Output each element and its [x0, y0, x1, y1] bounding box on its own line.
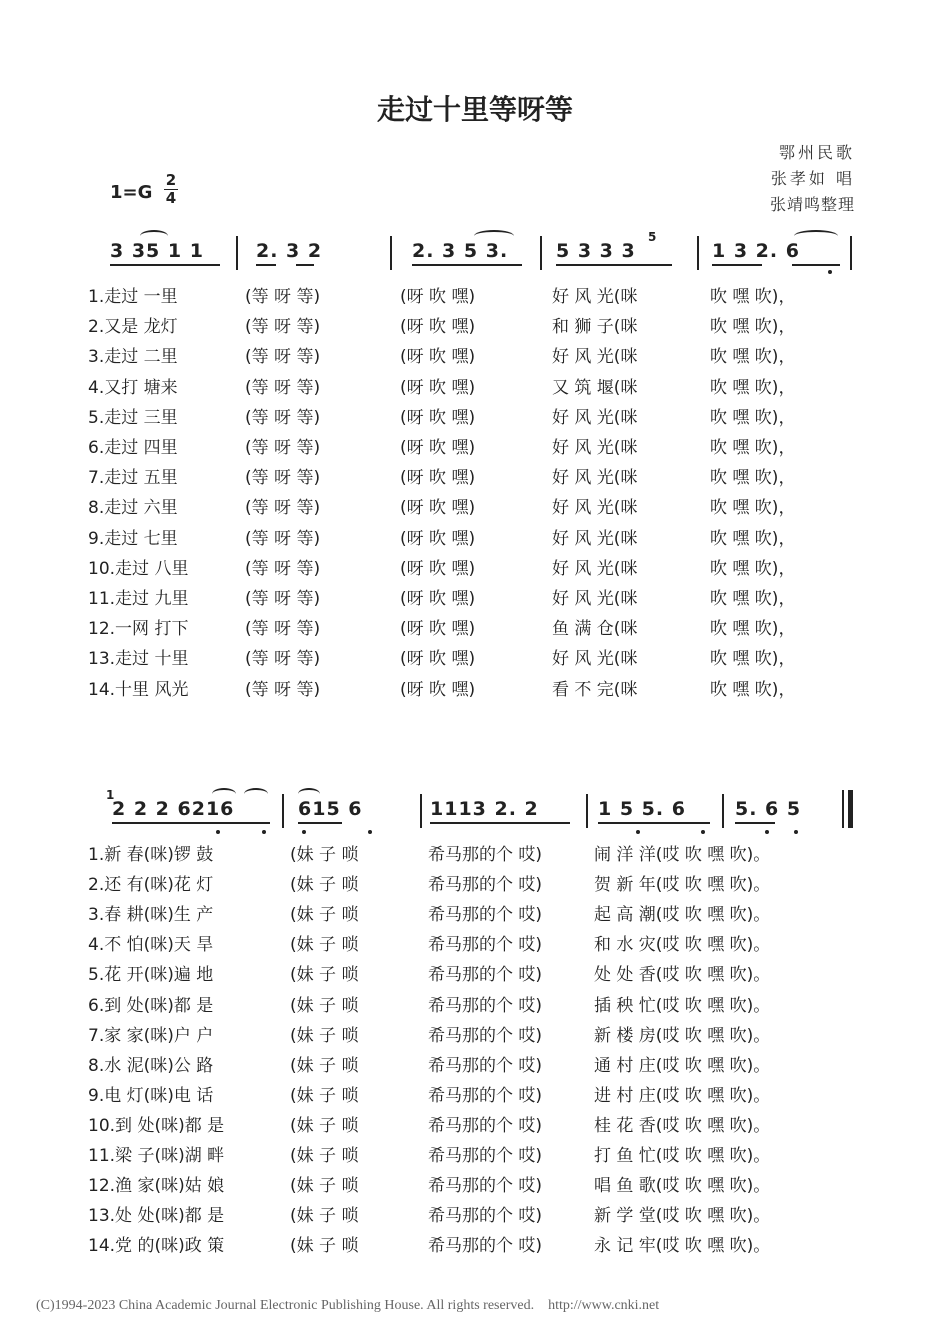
lyric-cell: 希马那的个 哎)	[428, 1236, 543, 1257]
underline	[298, 822, 342, 824]
lyric-cell: 好 风 光(咪	[552, 287, 638, 307]
lyric-cell: 希马那的个 哎)	[428, 905, 543, 926]
lyric-cell: (等 呀 等)	[245, 619, 321, 640]
lyric-cell: (呀 吹 嘿)	[400, 589, 476, 609]
lyric-cell: 希马那的个 哎)	[428, 965, 543, 986]
lyric-cell: 8.走过 六里	[88, 498, 178, 519]
lyric-cell: (妹 子 唢	[290, 1146, 359, 1166]
lyric-cell: 吹 嘿 吹)，	[710, 528, 796, 549]
credit-arranger: 张靖鸣整理	[769, 195, 855, 214]
lyric-cell: (等 呀 等)	[245, 528, 321, 549]
lyric-cell: 希马那的个 哎)	[428, 1206, 543, 1227]
underline	[430, 822, 570, 824]
lyric-cell: 进 村 庄(哎 吹 嘿 吹)。	[594, 1085, 771, 1106]
measure-1-1: 3 35 1 1	[110, 240, 204, 262]
barline	[540, 236, 542, 270]
low-octave-dot	[828, 270, 832, 274]
lyric-cell: (呀 吹 嘿)	[400, 679, 476, 700]
lyric-cell: 吹 嘿 吹)，	[710, 498, 796, 519]
underline	[296, 264, 314, 266]
lyric-cell: 新 学 堂(哎 吹 嘿 吹)。	[594, 1206, 771, 1227]
lyric-cell: 12.一网 打下	[88, 619, 189, 640]
lyric-cell: (妹 子 唢	[290, 995, 359, 1016]
lyric-cell: (妹 子 唢	[290, 845, 359, 865]
slur	[474, 230, 514, 242]
lyric-cell: 吹 嘿 吹)，	[710, 558, 796, 579]
lyric-cell: 9.走过 七里	[88, 528, 178, 549]
lyric-cell: 13.处 处(咪)都 是	[88, 1206, 225, 1227]
lyric-cell: 8.水 泥(咪)公 路	[88, 1055, 214, 1076]
lyric-cell: (呀 吹 嘿)	[400, 317, 476, 338]
lyric-cell: (妹 子 唢	[290, 1055, 359, 1076]
low-octave-dot	[302, 830, 306, 834]
lyric-cell: 9.电 灯(咪)电 话	[88, 1085, 214, 1106]
lyric-cell: 桂 花 香(哎 吹 嘿 吹)。	[594, 1115, 771, 1136]
underline	[735, 822, 775, 824]
lyric-cell: 贺 新 年(哎 吹 嘿 吹)。	[594, 875, 771, 896]
lyric-cell: 5.花 开(咪)遍 地	[88, 965, 214, 986]
lyric-cell: (妹 子 唢	[290, 935, 359, 956]
measure-2-2: 615 6	[298, 798, 363, 820]
lyric-cell: (呀 吹 嘿)	[400, 377, 476, 398]
lyric-cell: (等 呀 等)	[245, 558, 321, 579]
lyric-cell: 鱼 满 仓(咪	[552, 619, 638, 640]
low-octave-dot	[765, 830, 769, 834]
lyric-cell: (呀 吹 嘿)	[400, 287, 476, 307]
lyric-cell: 2.又是 龙灯	[88, 317, 178, 338]
underline	[110, 264, 220, 266]
lyric-cell: (等 呀 等)	[245, 468, 321, 489]
lyric-cell: 吹 嘿 吹)，	[710, 287, 796, 307]
lyric-cell: 5.走过 三里	[88, 407, 178, 428]
lyric-cell: 吹 嘿 吹)，	[710, 438, 796, 458]
lyric-cell: 和 狮 子(咪	[552, 317, 638, 338]
lyric-cell: 吹 嘿 吹)，	[710, 649, 796, 670]
lyric-cell: 希马那的个 哎)	[428, 1176, 543, 1197]
underline	[712, 264, 762, 266]
key-signature: 1=G	[110, 182, 153, 203]
lyric-cell: 14.十里 风光	[88, 679, 189, 700]
measure-2-5: 5. 6 5	[735, 798, 802, 820]
lyric-cell: 吹 嘿 吹)，	[710, 468, 796, 489]
measure-1-3: 2. 3 5 3.	[412, 240, 509, 262]
lyric-cell: 永 记 牢(哎 吹 嘿 吹)。	[594, 1236, 771, 1257]
lyric-cell: 好 风 光(咪	[552, 407, 638, 428]
low-octave-dot	[216, 830, 220, 834]
lyric-cell: 闹 洋 洋(哎 吹 嘿 吹)。	[594, 845, 771, 865]
lyric-cell: 3.春 耕(咪)生 产	[88, 905, 214, 926]
lyric-cell: 13.走过 十里	[88, 649, 189, 670]
lyric-cell: (呀 吹 嘿)	[400, 619, 476, 640]
measure-1-2: 2. 3 2	[256, 240, 323, 262]
credit-origin: 鄂州民歌	[778, 143, 855, 162]
lyric-cell: (妹 子 唢	[290, 1176, 359, 1197]
final-barline-thick	[848, 790, 853, 828]
lyric-cell: (妹 子 唢	[290, 1206, 359, 1227]
lyric-cell: (等 呀 等)	[245, 498, 321, 519]
lyric-cell: (等 呀 等)	[245, 317, 321, 338]
lyric-cell: (呀 吹 嘿)	[400, 438, 476, 458]
underline	[112, 822, 270, 824]
lyric-cell: 吹 嘿 吹)，	[710, 619, 796, 640]
lyric-cell: 好 风 光(咪	[552, 649, 638, 670]
lyric-cell: (呀 吹 嘿)	[400, 528, 476, 549]
barline	[236, 236, 238, 270]
slur	[298, 788, 320, 800]
lyric-cell: 希马那的个 哎)	[428, 1146, 543, 1166]
measure-1-4: 5 3 3 3	[556, 240, 636, 262]
low-octave-dot	[701, 830, 705, 834]
time-signature-bottom: 4	[165, 189, 177, 207]
lyric-cell: (等 呀 等)	[245, 438, 321, 458]
grace-note-1: 5	[648, 230, 657, 244]
underline	[556, 264, 672, 266]
lyric-cell: 希马那的个 哎)	[428, 935, 543, 956]
barline	[586, 794, 588, 828]
lyric-cell: 3.走过 二里	[88, 347, 178, 368]
lyric-cell: 吹 嘿 吹)，	[710, 407, 796, 428]
lyric-cell: (呀 吹 嘿)	[400, 498, 476, 519]
slur	[212, 788, 236, 800]
lyric-cell: 希马那的个 哎)	[428, 875, 543, 896]
lyric-cell: 12.渔 家(咪)姑 娘	[88, 1176, 225, 1197]
lyric-cell: (妹 子 唢	[290, 905, 359, 926]
lyric-cell: 6.到 处(咪)都 是	[88, 995, 214, 1016]
lyric-cell: 打 鱼 忙(哎 吹 嘿 吹)。	[594, 1146, 771, 1166]
lyric-cell: 吹 嘿 吹)，	[710, 317, 796, 338]
lyric-cell: 好 风 光(咪	[552, 589, 638, 609]
lyric-cell: 7.家 家(咪)户 户	[88, 1025, 214, 1046]
credit-singer: 张孝如 唱	[770, 169, 855, 188]
lyric-cell: 1.新 春(咪)锣 鼓	[88, 845, 214, 865]
copyright-footer: (C)1994-2023 China Academic Journal Electronic Publishing House. All rights reserved. http://www.cnki.net	[36, 1298, 660, 1313]
slur	[244, 788, 268, 800]
lyric-cell: 吹 嘿 吹)，	[710, 377, 796, 398]
lyric-cell: 好 风 光(咪	[552, 468, 638, 489]
underline	[598, 822, 710, 824]
lyric-cell: (妹 子 唢	[290, 1085, 359, 1106]
lyric-cell: 希马那的个 哎)	[428, 1115, 543, 1136]
lyric-cell: 希马那的个 哎)	[428, 845, 543, 865]
grace-note-2: 1	[106, 788, 115, 802]
lyric-cell: 看 不 完(咪	[552, 679, 638, 700]
lyric-cell: 好 风 光(咪	[552, 528, 638, 549]
low-octave-dot	[636, 830, 640, 834]
lyric-cell: 7.走过 五里	[88, 468, 178, 489]
time-signature-top: 2	[165, 171, 177, 189]
barline	[850, 236, 852, 270]
lyric-cell: (妹 子 唢	[290, 1236, 359, 1257]
lyric-cell: (等 呀 等)	[245, 287, 321, 307]
underline	[792, 264, 840, 266]
measure-1-5: 1 3 2. 6	[712, 240, 800, 262]
lyric-cell: 2.还 有(咪)花 灯	[88, 875, 214, 896]
final-barline-thin	[842, 790, 844, 828]
lyric-cell: 好 风 光(咪	[552, 558, 638, 579]
lyric-cell: (呀 吹 嘿)	[400, 468, 476, 489]
lyric-cell: 吹 嘿 吹)，	[710, 589, 796, 609]
lyric-cell: 好 风 光(咪	[552, 347, 638, 368]
underline	[412, 264, 522, 266]
lyric-cell: (等 呀 等)	[245, 377, 321, 398]
slur	[140, 230, 168, 242]
lyric-cell: 6.走过 四里	[88, 438, 178, 458]
barline	[420, 794, 422, 828]
lyric-cell: 起 高 潮(哎 吹 嘿 吹)。	[594, 905, 771, 926]
lyric-cell: 4.又打 塘来	[88, 377, 178, 398]
barline	[390, 236, 392, 270]
lyric-cell: 4.不 怕(咪)天 旱	[88, 935, 214, 956]
lyric-cell: (等 呀 等)	[245, 347, 321, 368]
lyric-cell: 1.走过 一里	[88, 287, 178, 307]
measure-2-4: 1 5 5. 6	[598, 798, 686, 820]
lyric-cell: 好 风 光(咪	[552, 438, 638, 458]
lyric-cell: 11.走过 九里	[88, 589, 189, 609]
underline	[256, 264, 276, 266]
lyric-cell: (呀 吹 嘿)	[400, 649, 476, 670]
lyric-cell: (等 呀 等)	[245, 649, 321, 670]
barline	[697, 236, 699, 270]
lyric-cell: (呀 吹 嘿)	[400, 558, 476, 579]
barline	[282, 794, 284, 828]
lyric-cell: 11.梁 子(咪)湖 畔	[88, 1146, 225, 1166]
low-octave-dot	[794, 830, 798, 834]
lyric-cell: 吹 嘿 吹)，	[710, 347, 796, 368]
low-octave-dot	[262, 830, 266, 834]
lyric-cell: 14.党 的(咪)政 策	[88, 1236, 225, 1257]
lyric-cell: 新 楼 房(哎 吹 嘿 吹)。	[594, 1025, 771, 1046]
measure-2-3: 1113 2. 2	[430, 798, 539, 820]
lyric-cell: (等 呀 等)	[245, 407, 321, 428]
lyric-cell: 又 筑 堰(咪	[552, 377, 638, 398]
lyric-cell: 希马那的个 哎)	[428, 995, 543, 1016]
lyric-cell: (妹 子 唢	[290, 875, 359, 896]
lyric-cell: (呀 吹 嘿)	[400, 347, 476, 368]
lyric-cell: 好 风 光(咪	[552, 498, 638, 519]
lyric-cell: (等 呀 等)	[245, 589, 321, 609]
lyric-cell: 通 村 庄(哎 吹 嘿 吹)。	[594, 1055, 771, 1076]
lyric-cell: 希马那的个 哎)	[428, 1055, 543, 1076]
lyric-cell: 唱 鱼 歌(哎 吹 嘿 吹)。	[594, 1176, 771, 1197]
measure-2-1: 2 2 2 6216	[112, 798, 235, 820]
lyric-cell: 10.到 处(咪)都 是	[88, 1115, 225, 1136]
low-octave-dot	[368, 830, 372, 834]
lyric-cell: 插 秧 忙(哎 吹 嘿 吹)。	[594, 995, 771, 1016]
time-signature	[164, 172, 178, 207]
barline	[722, 794, 724, 828]
lyric-cell: 希马那的个 哎)	[428, 1025, 543, 1046]
lyric-cell: (妹 子 唢	[290, 965, 359, 986]
slur	[794, 230, 838, 242]
lyric-cell: 10.走过 八里	[88, 558, 189, 579]
lyric-cell: 处 处 香(哎 吹 嘿 吹)。	[594, 965, 771, 986]
lyric-cell: 吹 嘿 吹)，	[710, 679, 796, 700]
lyric-cell: (等 呀 等)	[245, 679, 321, 700]
page-title: 走过十里等呀等	[376, 93, 573, 126]
lyric-cell: 和 水 灾(哎 吹 嘿 吹)。	[594, 935, 771, 956]
lyric-cell: (呀 吹 嘿)	[400, 407, 476, 428]
lyric-cell: (妹 子 唢	[290, 1115, 359, 1136]
lyric-cell: (妹 子 唢	[290, 1025, 359, 1046]
lyric-cell: 希马那的个 哎)	[428, 1085, 543, 1106]
